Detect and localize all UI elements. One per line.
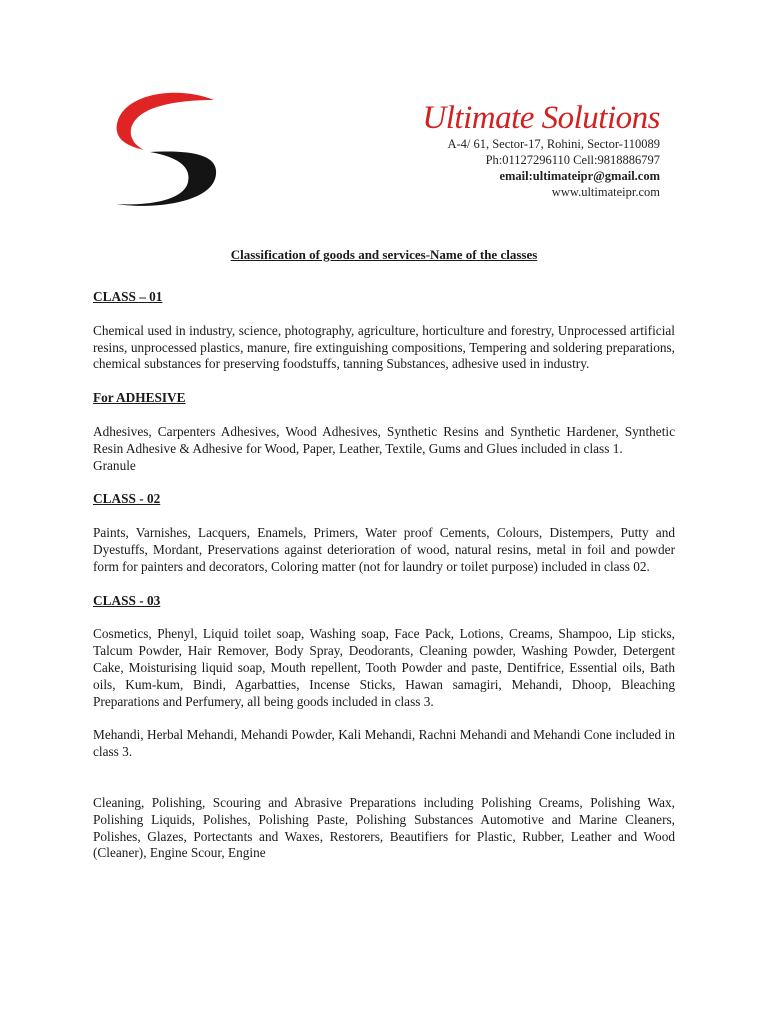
company-website: www.ultimateipr.com — [551, 185, 660, 199]
class-03-heading: CLASS - 03 — [93, 592, 161, 608]
class-02-heading: CLASS - 02 — [93, 491, 161, 507]
letterhead — [360, 100, 660, 200]
adhesive-heading: For ADHESIVE — [93, 390, 186, 406]
adhesive-extra: Granule — [93, 457, 136, 473]
class-03-mehandi-text: Mehandi, Herbal Mehandi, Mehandi Powder, Kali Mehandi, Rachni Mehandi and Mehandi Cone included in class 3. — [93, 727, 675, 760]
company-name: Ultimate Solutions — [422, 100, 660, 136]
class-01-heading: CLASS – 01 — [93, 289, 163, 304]
class-01-text: Chemical used in industry, science, photography, agriculture, horticulture and forestry, Unprocessed artificial resins, unprocessed plastics, manure, fire extinguishing compositions, Tempering and soldering preparations, chemical substances for preserving foodstuffs, tanning Substances, adhesive used in industry. — [93, 322, 675, 372]
class-02-text: Paints, Varnishes, Lacquers, Enamels, Primers, Water proof Cements, Colours, Distempers, Putty and Dyestuffs, Mordant, Preservations against deterioration of wood, natural resins, metal in foil and powder form for painters and decorators, Coloring matter (not for laundry or toilet purpose) included in class 02. — [93, 525, 675, 574]
company-logo — [110, 92, 220, 210]
class-03-text: Cosmetics, Phenyl, Liquid toilet soap, Washing soap, Face Pack, Lotions, Creams, Shampoo, Lip sticks, Talcum Powder, Hair Remover, Body Spray, Deodorants, Cleaning powder, Washing Powder, Detergent Cake, Moisturising liquid soap, Mouth repellent, Tooth Powder and paste, Dentifrice, Essential oils, Bath oils, Kum-kum, Bindi, Agarbatties, Incense Sticks, Hawan samagiri, Mehandi, Dhoop, Bleaching Preparations and Perfumery, all being goods included in class 3. — [93, 626, 675, 709]
document-body — [93, 289, 675, 879]
company-address: A-4/ 61, Sector-17, Rohini, Sector-110089 — [447, 137, 660, 151]
adhesive-text: Adhesives, Carpenters Adhesives, Wood Adhesives, Synthetic Resins and Synthetic Hardener, Synthetic Resin Adhesive & Adhesive for Wood, Paper, Leather, Textile, Gums and Glues included in class 1. — [93, 423, 675, 456]
section-spacer — [93, 778, 675, 795]
company-phone: Ph:01127296110 Cell:9818886797 — [485, 153, 660, 167]
document-title: Classification of goods and services-Name of the classes — [230, 247, 538, 262]
company-email: email:ultimateipr@gmail.com — [499, 169, 660, 183]
class-03-cleaning-text: Cleaning, Polishing, Scouring and Abrasive Preparations including Polishing Creams, Polishing Wax, Polishing Liquids, Polishes, Polishing Paste, Polishing Substances Automotive and Marine Cleaners, Polishes, Glazes, Portectants and Waxes, Restorers, Beautifiers for Plastic, Rubber, Leather and Wood (Cleaner), Engine Scour, Engine — [93, 794, 675, 861]
